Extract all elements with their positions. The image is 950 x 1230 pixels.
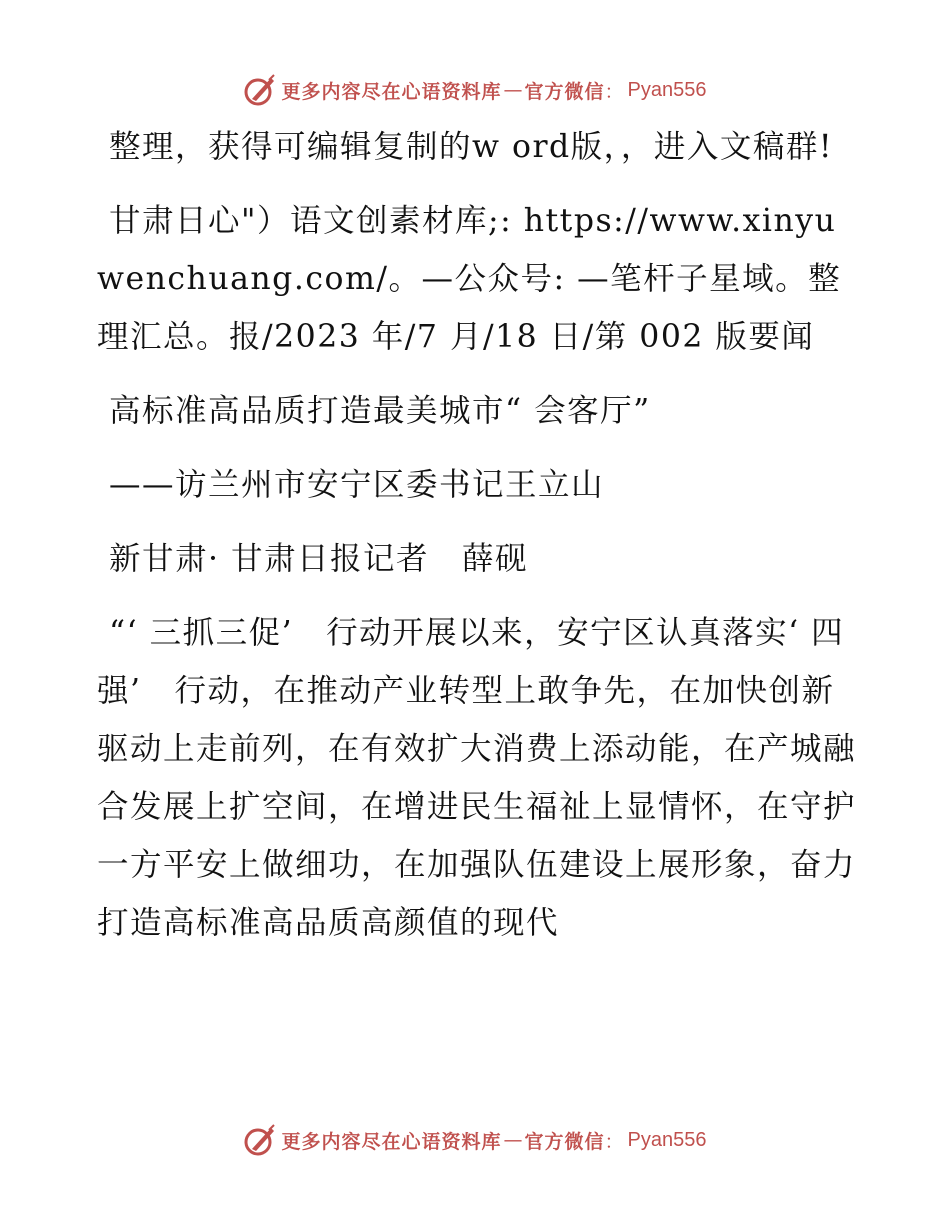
banner-wechat-label: 官方微信 [524, 1130, 605, 1153]
header-watermark [0, 70, 950, 110]
banner-wechat-id: Pyan556 [627, 78, 707, 101]
banner-separator: — [503, 1129, 523, 1151]
article-subtitle: ——访兰州市安宁区委书记王立山 [109, 467, 605, 503]
banner-colon: ： [604, 80, 624, 103]
banner-separator: — [503, 79, 523, 101]
quill-logo-icon [243, 73, 277, 107]
banner-site-text: 更多内容尽在心语资料库 [281, 80, 502, 103]
banner-site-text: 更多内容尽在心语资料库 [281, 1130, 502, 1153]
article-body-paragraph: “‘ 三抓三促’ 行动开展以来，安宁区认真落实‘ 四强’ 行动，在推动产业转型上敢争先，在加快创新驱动上走前列，在有效扩大消费上添动能，在产城融合发展上扩空间，在增进民生福祉上显情怀，在守护一方平安上做细功，在加强队伍建设上展形象，奋力打造高标准高品质高颜值的现代 [97, 615, 857, 941]
paragraph-source: 甘肃日心"）语文创素材库;: https://www.xinyuwenchuang.com/。—公众号: —笔杆子星域。整理汇总。报/2023 年/7 月/18 日/第 002 版要闻 [97, 203, 842, 355]
article-title: 高标准高品质打造最美城市“ 会客厅” [109, 393, 651, 429]
document-body [97, 118, 857, 968]
banner-wechat-label: 官方微信 [524, 80, 605, 103]
quill-logo-icon [243, 1123, 277, 1157]
banner-colon: ： [604, 1130, 624, 1153]
footer-watermark [0, 1120, 950, 1160]
article-byline: 新甘肃· 甘肃日报记者 薛砚 [109, 541, 529, 577]
paragraph-intro: 整理，获得可编辑复制的w ord版，，进入文稿群! [109, 129, 834, 165]
banner-wechat-id: Pyan556 [627, 1128, 707, 1151]
